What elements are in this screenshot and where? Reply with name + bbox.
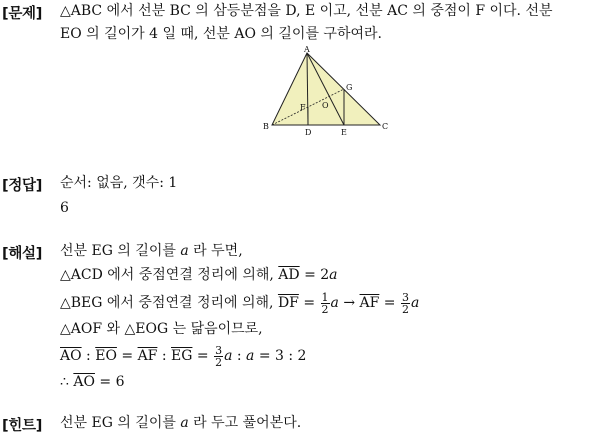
expl-l1-pre: 선분 EG 의 길이를 [60, 243, 181, 259]
segment-ad-label: $\overline{AD}$ [278, 267, 300, 283]
explanation-line5 [60, 343, 306, 369]
final-result: = 6 [94, 374, 125, 390]
colon: : [157, 348, 172, 364]
hint-label: [힌트] [2, 418, 43, 434]
colon: : [81, 348, 96, 364]
fraction-three-half: $\frac{3}{2}$ [215, 343, 223, 369]
point-label-a: A [304, 45, 310, 54]
answer-meta: 순서: 없음, 갯수: 1 [60, 175, 178, 191]
ratio-result: = 3 : 2 [254, 348, 307, 364]
hint-pre: 선분 EG 의 길이를 [60, 415, 181, 431]
expl-l2-text: △ACD 에서 중점연결 정리에 의해, [60, 267, 279, 283]
colon: : [232, 348, 247, 364]
segment-eg-label: $\overline{EG}$ [171, 348, 193, 364]
segment-eo-label: $\overline{EO}$ [95, 348, 117, 364]
point-label-e: E [341, 128, 347, 137]
problem-text-line2: EO 의 길이가 4 일 때, 선분 AO 의 길이를 구하여라. [60, 26, 382, 42]
segment-df-label: $\overline{DF}$ [277, 295, 299, 311]
fraction-three-half: $\frac{3}{2}$ [402, 290, 409, 316]
problem-text-line1: △ABC 에서 선분 BC 의 삼등분점을 D, E 이고, 선분 AC 의 중점이 F 이다. 선분 [60, 3, 553, 19]
var-a: a [329, 267, 338, 283]
segment-ao-label: $\overline{AO}$ [73, 374, 95, 390]
equals: = [192, 348, 214, 364]
implies-arrow: → [338, 295, 360, 311]
expl-l3-eq2: = [379, 295, 400, 311]
explanation-line6 [60, 373, 125, 391]
segment-ao-label: $\overline{AO}$ [60, 348, 82, 364]
expl-l1-post: 라 두면, [188, 243, 243, 259]
var-a: a [246, 348, 255, 364]
segment-af-label: $\overline{AF}$ [359, 295, 380, 311]
explanation-line4: △AOF 와 △EOG 는 닮음이므로, [60, 321, 263, 337]
point-label-c: C [382, 122, 389, 131]
hint-post: 라 두고 풀어본다. [188, 415, 302, 431]
answer-value: 6 [60, 200, 69, 216]
problem-label: [문제] [2, 6, 43, 22]
point-label-b: B [263, 122, 269, 131]
var-a: a [411, 295, 420, 311]
therefore-symbol: ∴ [60, 374, 74, 390]
expl-l3-eq: = [298, 295, 320, 311]
expl-l3-text: △BEG 에서 중점연결 정리에 의해, [60, 295, 278, 311]
explanation-label: [해설] [2, 246, 43, 262]
var-a: a [180, 415, 189, 431]
point-label-d: D [305, 128, 312, 137]
explanation-line2 [60, 266, 338, 284]
expl-l2-eq: = 2 [299, 267, 330, 283]
segment-af-label: $\overline{AF}$ [137, 348, 158, 364]
var-a: a [180, 243, 189, 259]
point-label-o: O [322, 101, 329, 110]
equals: = [116, 348, 138, 364]
triangle-figure [258, 44, 394, 140]
var-a: a [224, 348, 233, 364]
explanation-line3 [60, 290, 419, 316]
answer-label: [정답] [2, 178, 43, 194]
point-label-f: F [300, 103, 306, 112]
var-a: a [330, 295, 339, 311]
point-label-g: G [346, 83, 353, 92]
fraction-one-half: $\frac{1}{2}$ [321, 290, 329, 316]
explanation-line1 [60, 242, 243, 260]
hint-text [60, 414, 301, 432]
